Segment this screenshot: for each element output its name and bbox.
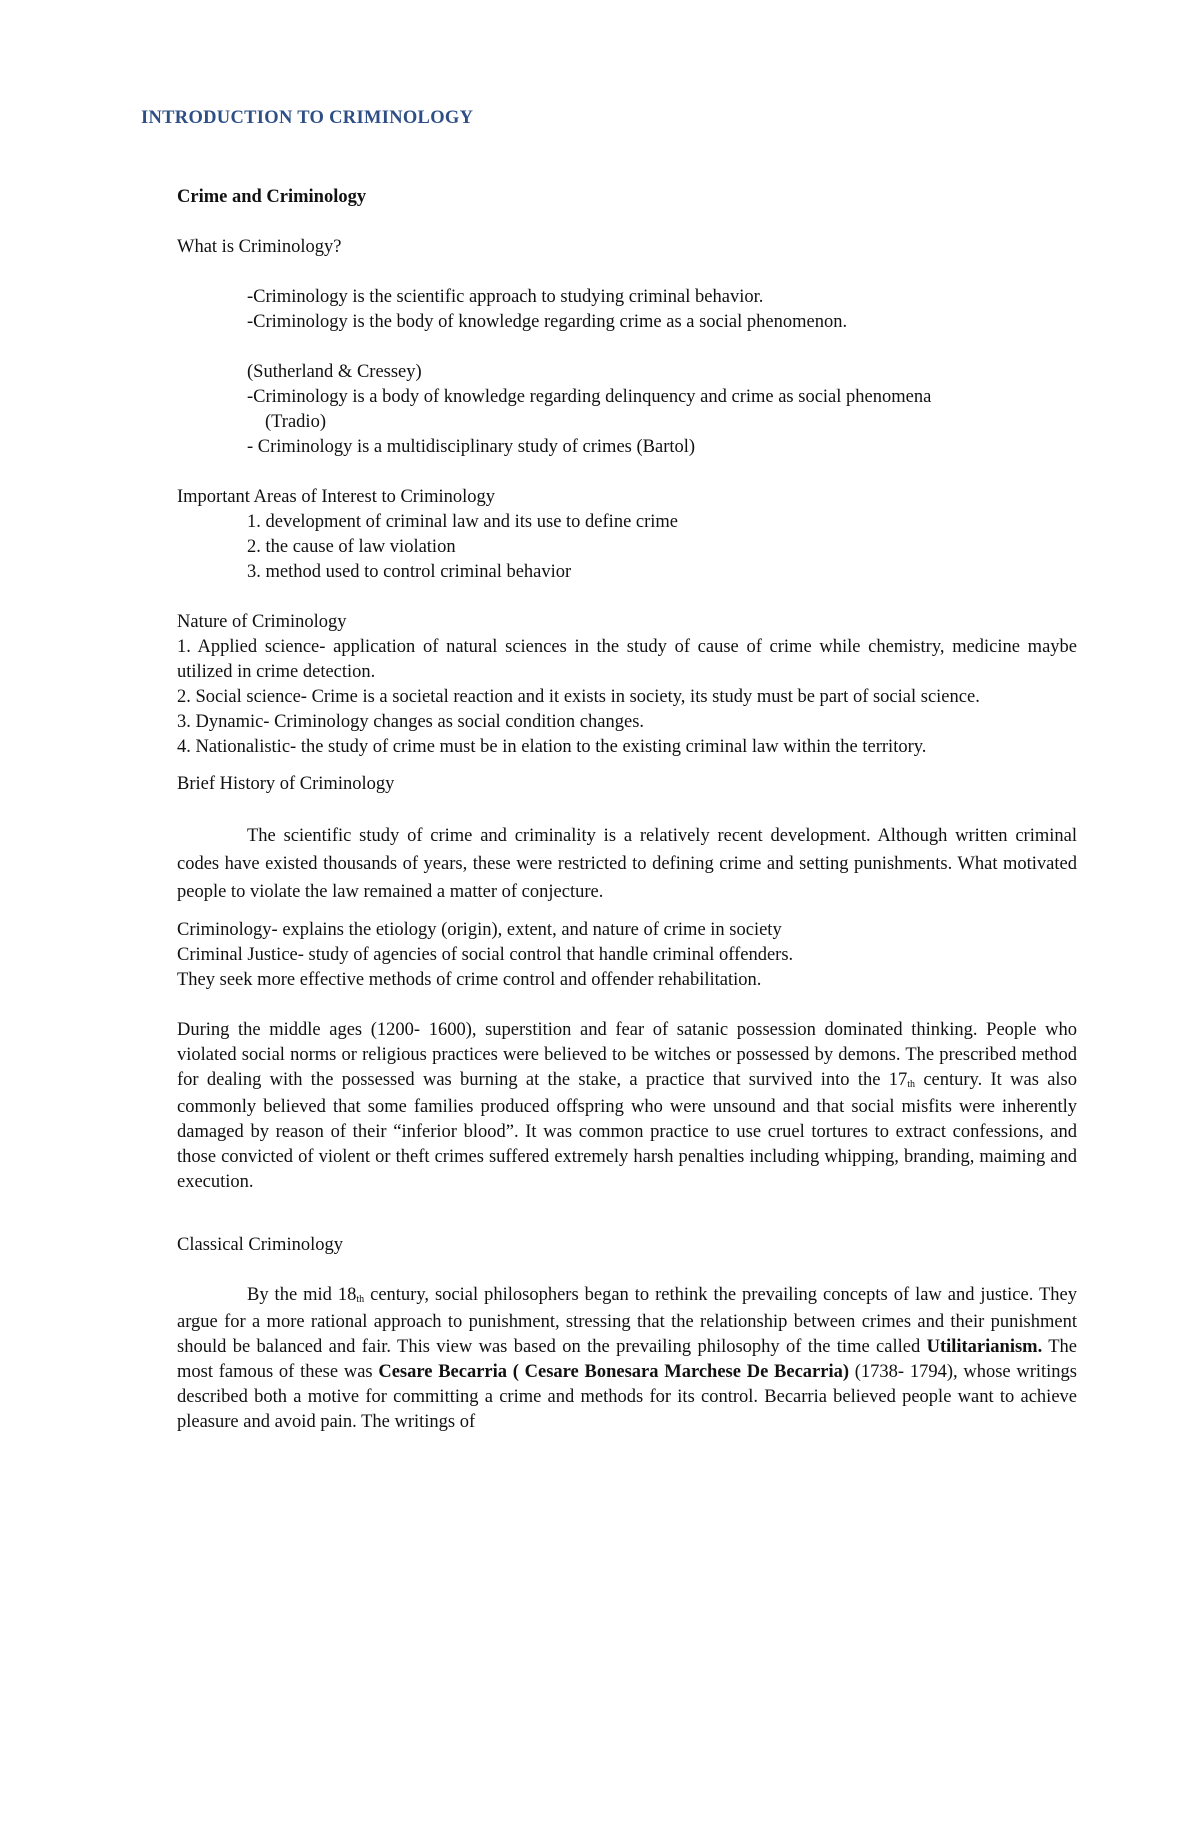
list-item: 3. Dynamic- Criminology changes as social condition changes. [177, 712, 645, 732]
question-heading: What is Criminology? [177, 237, 342, 257]
document-body [177, 185, 1077, 1435]
list-item: 2. Social science- Crime is a societal reaction and it exists in society, its study must be part of social science. [177, 687, 980, 707]
history-line: Criminal Justice- study of agencies of social control that handle criminal offenders. [177, 945, 794, 965]
list-item: 1. Applied science- application of natural sciences in the study of cause of crime while chemistry, medicine maybe utilized in crime detection. [177, 637, 1077, 682]
list-item: 1. development of criminal law and its use to define crime [247, 512, 679, 532]
list-item: 3. method used to control criminal behavior [247, 562, 572, 582]
history-line: They seek more effective methods of crime control and offender rehabilitation. [177, 970, 762, 990]
document-title: INTRODUCTION TO CRIMINOLOGY [141, 108, 474, 128]
section-heading: Crime and Criminology [177, 187, 367, 207]
classical-paragraph: By the mid 18th century, social philosophers began to rethink the prevailing concepts of law and justice. They argue for a more rational approach to punishment, stressing that the relationship between crimes and their punishment should be balanced and fair. This view was based on the prevailing philosophy of the time called Utilitarianism. The most famous of these was Cesare Becarria ( Cesare Bonesara Marchese De Becarria) (1738- 1794), whose writings described both a motive for committing a crime and methods for its control. Becarria believed people want to achieve pleasure and avoid pain. The writings of [177, 1285, 1077, 1432]
classical-heading: Classical Criminology [177, 1235, 343, 1255]
areas-heading: Important Areas of Interest to Criminology [177, 487, 496, 507]
history-line: Criminology- explains the etiology (origin), extent, and nature of crime in society [177, 920, 782, 940]
history-heading: Brief History of Criminology [177, 774, 395, 794]
citation: (Tradio) [265, 412, 326, 432]
nature-heading: Nature of Criminology [177, 612, 347, 632]
middle-ages-paragraph: During the middle ages (1200- 1600), superstition and fear of satanic possession dominated thinking. People who violated social norms or religious practices were believed to be witches or possessed by demons. The prescribed method for dealing with the possessed was burning at the stake, a practice that survived into the 17th century. It was also commonly believed that some families produced offspring who were unsound and that social misfits were inherently damaged by reason of their “inferior blood”. It was common practice to use cruel tortures to extract confessions, and those convicted of violent or theft crimes suffered extremely harsh penalties including whipping, branding, maiming and execution. [177, 1020, 1077, 1192]
definition-line: -Criminology is the body of knowledge regarding crime as a social phenomenon. [247, 312, 848, 332]
definition-line: -Criminology is a body of knowledge regarding delinquency and crime as social phenomena [247, 387, 932, 407]
list-item: 2. the cause of law violation [247, 537, 456, 557]
attribution: (Sutherland & Cressey) [247, 362, 422, 382]
history-paragraph: The scientific study of crime and criminality is a relatively recent development. Although written criminal codes have existed thousands of years, these were restricted to defining crime and setting punishments. What motivated people to violate the law remained a matter of conjecture. [177, 826, 1077, 902]
definition-line: - Criminology is a multidisciplinary study of crimes (Bartol) [247, 437, 696, 457]
list-item: 4. Nationalistic- the study of crime must be in elation to the existing criminal law within the territory. [177, 737, 927, 757]
definition-line: -Criminology is the scientific approach to studying criminal behavior. [247, 287, 764, 307]
